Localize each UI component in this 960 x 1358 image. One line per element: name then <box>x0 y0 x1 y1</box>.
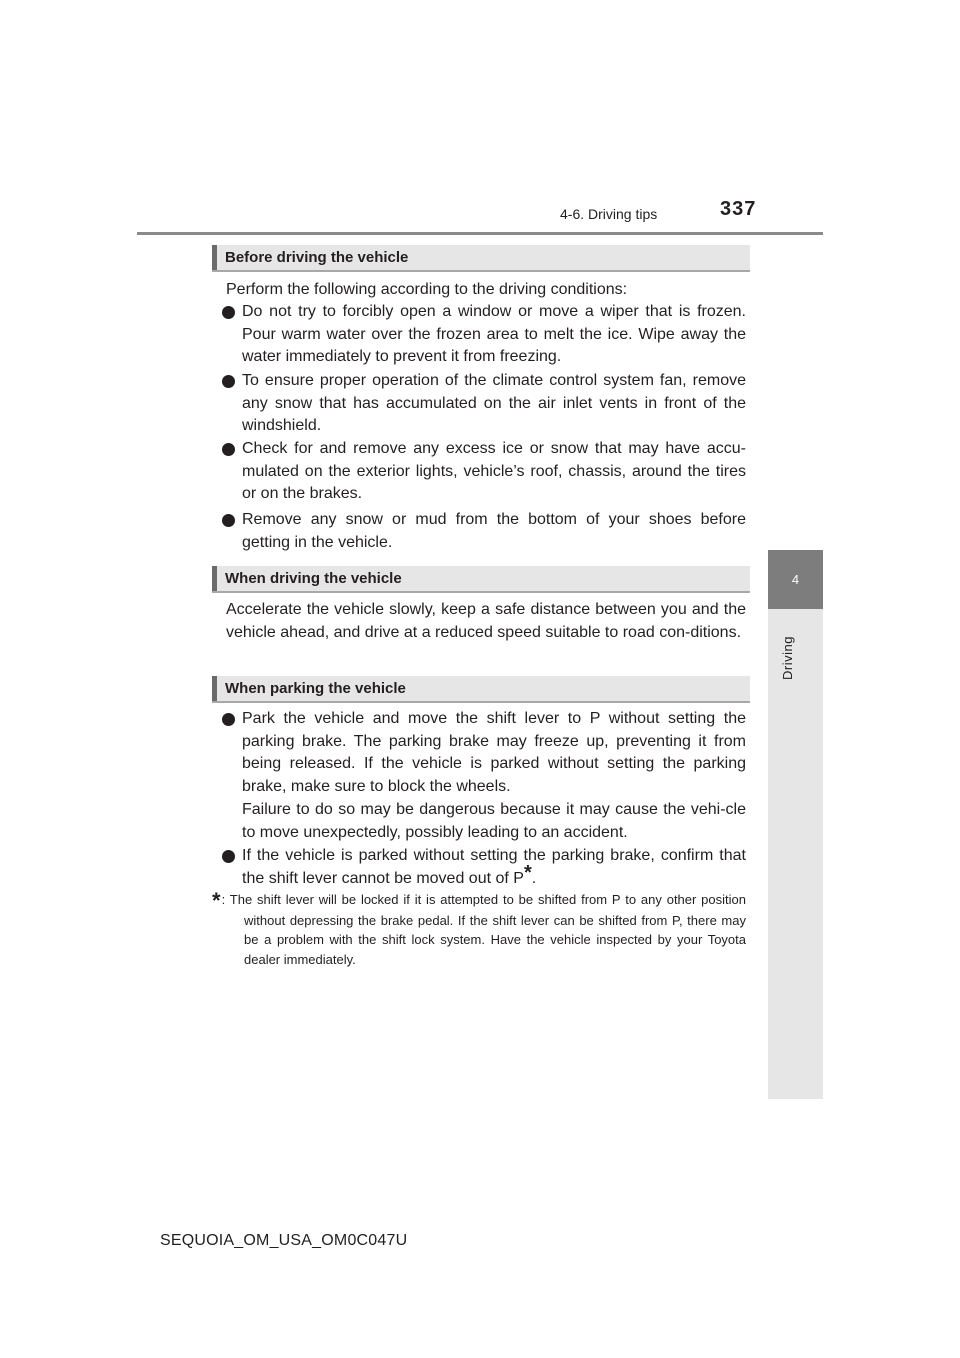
list-item <box>222 370 746 438</box>
list-item-text: Do not try to forcibly open a window or move a wiper that is frozen. Pour warm water over the frozen area to melt the ice. Wipe away the water immediately to prevent it from freezing. <box>242 303 746 366</box>
footnote <box>212 890 746 969</box>
bullet-icon <box>222 306 235 319</box>
list-item <box>222 708 746 844</box>
section-header-when-parking <box>212 676 750 703</box>
header-divider <box>137 232 823 235</box>
bullet-icon <box>222 443 235 456</box>
list-item <box>222 845 746 890</box>
footnote-marker: * <box>212 888 221 913</box>
list-item <box>222 301 746 369</box>
section-title: When parking the vehicle <box>225 680 406 697</box>
bullet-icon <box>222 850 235 863</box>
section-marker <box>212 566 217 591</box>
chapter-tab-strip <box>768 609 823 1099</box>
driving-paragraph: Accelerate the vehicle slowly, keep a safe distance between you and the vehicle ahead, and drive at a reduced speed suitable to road con-ditions. <box>226 601 746 641</box>
list-item-text <box>242 708 746 844</box>
list-item-paragraph: Park the vehicle and move the shift lever to P without setting the parking brake. The parking brake may freeze up, preventing it from being released. If the vehicle is parked without setting the parking brake, make sure to block the wheels. <box>242 710 746 796</box>
section-marker <box>212 676 217 701</box>
list-item-text <box>242 845 746 890</box>
bullet-icon <box>222 514 235 527</box>
footnote-text: : The shift lever will be locked if it is attempted to be shifted from P to any other position without depressing the brake pedal. If the shift lever can be shifted from P, there may be a problem with the shift lock system. Have the vehicle inspected by your Toyota dealer immediately. <box>221 892 746 967</box>
section-header-when-driving <box>212 566 750 593</box>
intro-paragraph: Perform the following according to the driving conditions: <box>226 281 628 298</box>
section-title: Before driving the vehicle <box>225 249 409 266</box>
footnote-body <box>212 890 746 969</box>
list-item <box>222 509 746 554</box>
chapter-number: 4 <box>791 572 800 587</box>
list-item-paragraph: Failure to do so may be dangerous because it may cause the vehi-cle to move unexpectedly, possibly leading to an accident. <box>242 800 746 841</box>
chapter-label: Driving <box>780 636 795 680</box>
section-header-before-driving <box>212 245 750 272</box>
list-item-text: Check for and remove any excess ice or snow that may have accu-mulated on the exterior lights, vehicle’s roof, chassis, around the tires or on the brakes. <box>242 440 746 503</box>
page-number: 337 <box>720 198 757 220</box>
footnote-reference: * <box>523 861 532 884</box>
list-item-text-main: If the vehicle is parked without setting the parking brake, confirm that the shift lever cannot be moved out of P <box>242 847 746 887</box>
list-item-text: To ensure proper operation of the climate control system fan, remove any snow that has accumulated on the air inlet vents in front of the windshield. <box>242 372 746 435</box>
bullet-icon <box>222 375 235 388</box>
header-section-title: 4-6. Driving tips <box>560 206 658 222</box>
list-item-text-end: . <box>531 869 537 887</box>
document-code: SEQUOIA_OM_USA_OM0C047U <box>160 1232 408 1249</box>
list-item-text: Remove any snow or mud from the bottom of your shoes before getting in the vehicle. <box>242 511 746 551</box>
section-marker <box>212 245 217 270</box>
section-title: When driving the vehicle <box>225 570 402 587</box>
list-item <box>222 438 746 506</box>
bullet-icon <box>222 713 235 726</box>
